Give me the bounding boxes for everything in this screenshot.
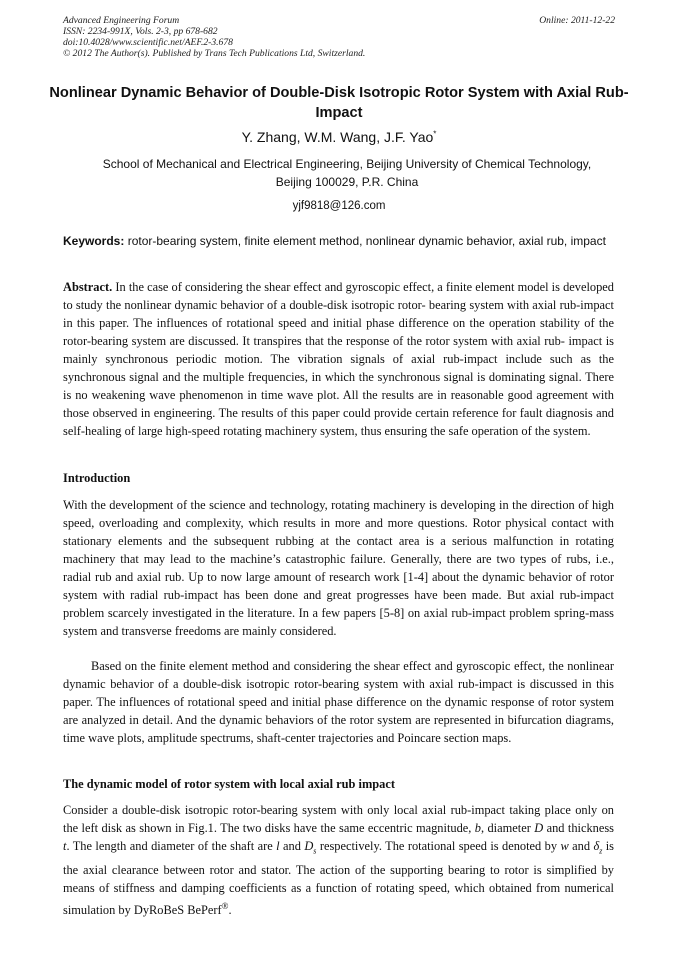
var-Ds-subscript: s: [313, 846, 317, 856]
var-D: D: [534, 821, 544, 836]
author-email: yjf9818@126.com: [292, 200, 386, 212]
affiliation-line-1: School of Mechanical and Electrical Engineering, Beijing University of Chemical Technology,: [102, 157, 592, 171]
introduction-heading: Introduction: [63, 471, 131, 485]
model-paragraph: Consider a double-disk isotropic rotor-bearing system with only local axial rub-impact taking place only on the left disk as shown in Fig.1. The two disks have the same eccentric magnitude, b, diameter D and thickness t. The length and diameter of the shaft are l and $D_s$ respectively. The rotational speed is denoted by w and $\delta_z$ is the axial clearance between rotor and stator. The action of the supporting bearing to rotor is simplified by means of stiffness and damping coefficients as a function of rotating speed, which obtained from numerical simulation by DyRoBeS BePerf®.: [63, 803, 615, 917]
corresponding-author-mark: *: [433, 129, 437, 139]
var-t: t: [63, 839, 67, 854]
registered-mark: ®: [221, 900, 229, 911]
introduction-paragraph-2: Based on the finite element method and considering the shear effect and gyroscopic effect, the nonlinear dynamic behavior of a double-disk isotropic rotor-bearing system with axial rub-impact is discussed in this paper. The influences of rotational speed and initial phase difference on the dynamic response of rotor system are analyzed in detail. And the dynamic behaviors of the rotor system are represented in bifurcation diagrams, time wave plots, amplitude spectrums, shaft-center trajectories and Poincare section maps.: [63, 659, 614, 746]
introduction-paragraph-1: With the development of the science and technology, rotating machinery is developing in the direction of high speed, overloading and complexity, which results in more and more questions. Rotor physical contact with stationary elements and the subsequent rubbing at the contact area is a serious malfunction in rotating machinery that may lead to the machine’s catastrophic failure. Generally, there are two types of rubs, i.e., radial rub and axial rub. Up to now large amount of research work [1-4] about the dynamic behavior of rotor system with radial rub-impact has been done and great progresses have been made. But axial rub-impact problem scarcely investigated in the literature. In a few papers [5-8] on axial rub-impact problem spring-mass system and transverse freedoms are mainly considered.: [63, 498, 614, 639]
keywords-text: rotor-bearing system, finite element method, nonlinear dynamic behavior, axial rub, impact: [127, 234, 606, 248]
var-l: l: [276, 839, 280, 854]
keywords-block: [63, 232, 614, 250]
model-section-heading: The dynamic model of rotor system with local axial rub impact: [63, 777, 396, 791]
author-line: [0, 129, 678, 145]
online-date: Online: 2011-12-22: [539, 15, 615, 26]
author-names: Y. Zhang, W.M. Wang, J.F. Yao: [241, 129, 434, 145]
affiliation: [80, 155, 614, 191]
var-delta-subscript: z: [599, 846, 603, 856]
issn-line: ISSN: 2234-991X, Vols. 2-3, pp 678-682: [63, 26, 218, 37]
affiliation-line-2: Beijing 100029, P.R. China: [275, 175, 419, 189]
abstract-label: Abstract.: [63, 280, 113, 294]
paper-title: Nonlinear Dynamic Behavior of Double-Disk Isotropic Rotor System with Axial Rub-Impact: [49, 85, 629, 121]
abstract-text: In the case of considering the shear effect and gyroscopic effect, a finite element model is developed to study the nonlinear dynamic behavior of a double-disk isotropic rotor- bearing system with axial rub-impact in this paper. The influences of rotational speed and initial phase difference on the operation stability of the rotor-bearing system are discussed. It transpires that the response of the rotor system with axial rub- impact is mainly synchronous periodic motion. The vibration signals of axial rub-impact include such as the synchronous signal and the multiple frequencies, in which the synchronous signal is dominating signal. There is no weakening wave phenomenon in time wave plot. All the results are in reasonable good agreement with those observed in engineering. The results of this paper could provide certain reference for fault diagnosis and self-healing of large high-speed rotating machinery system, thus ensuring the safe operation of the system.: [63, 280, 614, 439]
abstract-block: [63, 278, 614, 440]
var-Ds: D: [304, 839, 314, 854]
keywords-label: Keywords:: [63, 234, 125, 248]
var-delta: δ: [593, 839, 600, 854]
journal-name: Advanced Engineering Forum: [63, 15, 180, 26]
var-b: b: [474, 821, 481, 836]
doi-line: doi:10.4028/www.scientific.net/AEF.2-3.678: [63, 37, 233, 48]
var-w: w: [560, 839, 569, 854]
copyright-line: © 2012 The Author(s). Published by Trans Tech Publications Ltd, Switzerland.: [63, 48, 366, 59]
